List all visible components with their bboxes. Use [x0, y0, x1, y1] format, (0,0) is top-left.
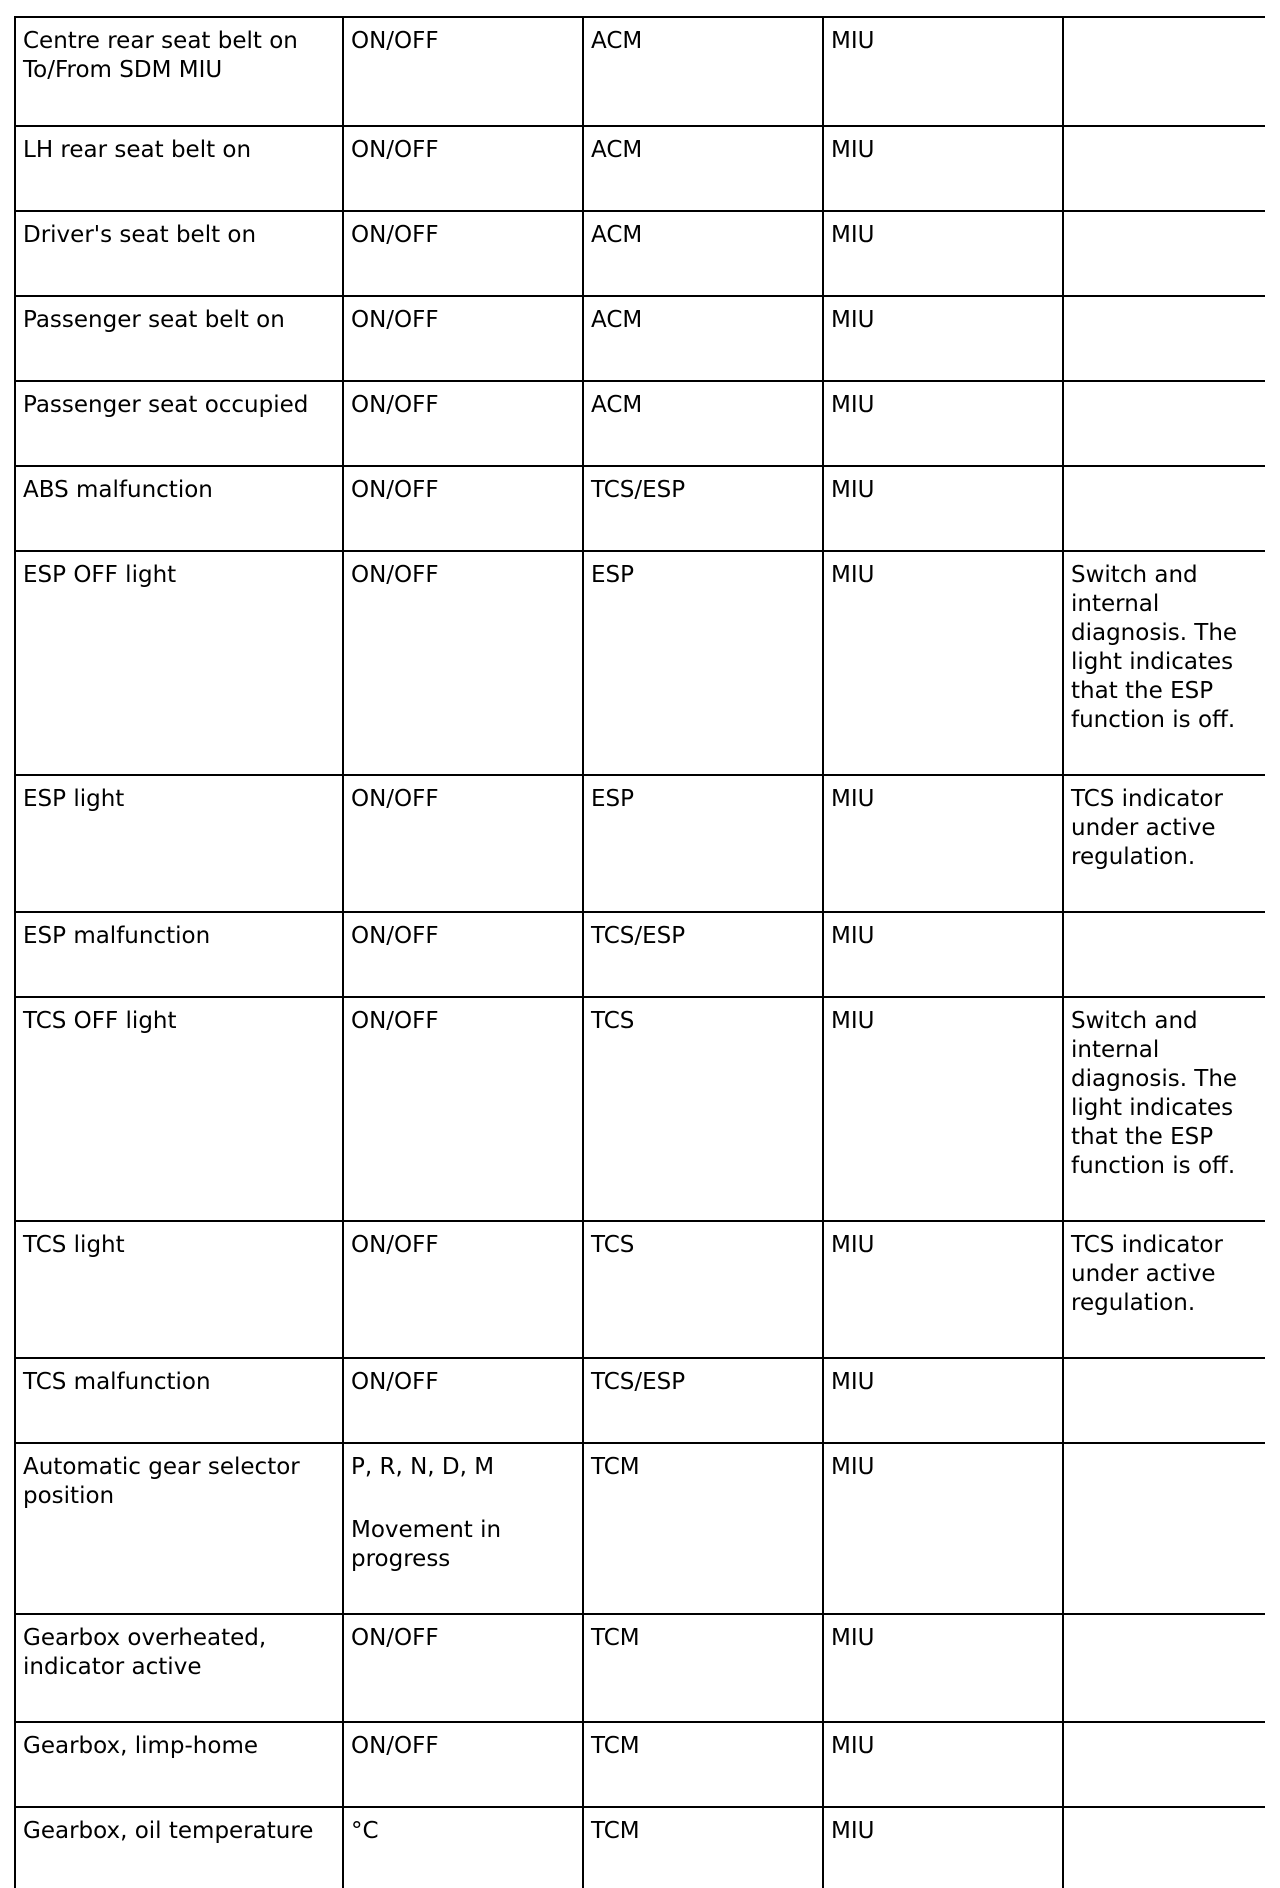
table-row [15, 211, 1265, 296]
value-text: ON/OFF [351, 392, 439, 418]
destination-cell: MIU [823, 126, 1063, 211]
notes-cell [1063, 912, 1265, 997]
table-row [15, 296, 1265, 381]
table-row [15, 466, 1265, 551]
table-row [15, 1358, 1265, 1443]
signal-name-cell: Gearbox, oil temperature [15, 1807, 343, 1888]
notes-cell: Switch and internal diagnosis. The light indicates that the ESP function is off. [1063, 551, 1265, 775]
source-cell: TCS/ESP [583, 466, 823, 551]
destination-cell: MIU [823, 997, 1063, 1221]
value-cell [343, 775, 583, 912]
value-cell [343, 912, 583, 997]
table-row [15, 1807, 1265, 1888]
destination-cell: MIU [823, 1807, 1063, 1888]
notes-cell [1063, 211, 1265, 296]
value-cell [343, 211, 583, 296]
source-cell: TCM [583, 1443, 823, 1614]
value-text: Movement in progress [351, 1517, 502, 1572]
source-cell: ACM [583, 126, 823, 211]
source-cell: TCM [583, 1614, 823, 1722]
value-text: ON/OFF [351, 477, 439, 503]
source-cell: ACM [583, 17, 823, 126]
signal-name-cell: Passenger seat occupied [15, 381, 343, 466]
table-row [15, 551, 1265, 775]
notes-cell [1063, 1358, 1265, 1443]
value-cell [343, 126, 583, 211]
signal-name-cell: TCS malfunction [15, 1358, 343, 1443]
value-text: ON/OFF [351, 1232, 439, 1258]
value-cell [343, 381, 583, 466]
value-text: ON/OFF [351, 137, 439, 163]
source-cell: ACM [583, 296, 823, 381]
table-row [15, 1722, 1265, 1807]
signal-name-cell: ABS malfunction [15, 466, 343, 551]
value-text: ON/OFF [351, 307, 439, 333]
notes-cell: TCS indicator under active regulation. [1063, 775, 1265, 912]
table-row [15, 1221, 1265, 1358]
destination-cell: MIU [823, 296, 1063, 381]
source-cell: TCS [583, 1221, 823, 1358]
destination-cell: MIU [823, 775, 1063, 912]
value-text: ON/OFF [351, 1369, 439, 1395]
value-cell [343, 1614, 583, 1722]
value-text: ON/OFF [351, 1733, 439, 1759]
notes-cell [1063, 1443, 1265, 1614]
signal-name-cell: ESP light [15, 775, 343, 912]
signal-name-cell: Driver's seat belt on [15, 211, 343, 296]
table-row [15, 381, 1265, 466]
value-text: ON/OFF [351, 562, 439, 588]
value-cell [343, 1358, 583, 1443]
destination-cell: MIU [823, 1614, 1063, 1722]
value-text: P, R, N, D, M [351, 1454, 495, 1480]
signal-name-cell: Gearbox overheated, indicator active [15, 1614, 343, 1722]
source-cell: ACM [583, 211, 823, 296]
signal-name-cell: ESP malfunction [15, 912, 343, 997]
notes-cell: Switch and internal diagnosis. The light indicates that the ESP function is off. [1063, 997, 1265, 1221]
signal-name-cell: Gearbox, limp-home [15, 1722, 343, 1807]
value-text: °C [351, 1818, 379, 1844]
source-cell: TCM [583, 1807, 823, 1888]
destination-cell: MIU [823, 17, 1063, 126]
value-cell [343, 1221, 583, 1358]
value-text: ON/OFF [351, 1008, 439, 1034]
source-cell: ACM [583, 381, 823, 466]
source-cell: TCS/ESP [583, 1358, 823, 1443]
value-cell [343, 466, 583, 551]
value-cell [343, 1443, 583, 1614]
signal-table [14, 16, 1265, 1888]
notes-cell: TCS indicator under active regulation. [1063, 1221, 1265, 1358]
value-cell [343, 551, 583, 775]
value-cell [343, 17, 583, 126]
table-row [15, 775, 1265, 912]
signal-table-container [14, 16, 1265, 1888]
table-row [15, 126, 1265, 211]
destination-cell: MIU [823, 381, 1063, 466]
notes-cell [1063, 296, 1265, 381]
source-cell: TCS/ESP [583, 912, 823, 997]
signal-name-cell: ESP OFF light [15, 551, 343, 775]
destination-cell: MIU [823, 466, 1063, 551]
destination-cell: MIU [823, 1358, 1063, 1443]
source-cell: TCM [583, 1722, 823, 1807]
notes-cell [1063, 381, 1265, 466]
destination-cell: MIU [823, 551, 1063, 775]
table-row [15, 997, 1265, 1221]
destination-cell: MIU [823, 1221, 1063, 1358]
source-cell: ESP [583, 775, 823, 912]
value-cell [343, 997, 583, 1221]
table-row [15, 1614, 1265, 1722]
notes-cell [1063, 126, 1265, 211]
notes-cell [1063, 1722, 1265, 1807]
value-text: ON/OFF [351, 222, 439, 248]
value-text: ON/OFF [351, 1625, 439, 1651]
source-cell: TCS [583, 997, 823, 1221]
signal-name-cell: Centre rear seat belt on To/From SDM MIU [15, 17, 343, 126]
signal-name-cell: TCS light [15, 1221, 343, 1358]
notes-cell [1063, 1614, 1265, 1722]
notes-cell [1063, 17, 1265, 126]
table-row [15, 912, 1265, 997]
value-cell [343, 1722, 583, 1807]
value-cell [343, 296, 583, 381]
value-text: ON/OFF [351, 28, 439, 54]
notes-cell [1063, 1807, 1265, 1888]
destination-cell: MIU [823, 912, 1063, 997]
notes-cell [1063, 466, 1265, 551]
table-row [15, 1443, 1265, 1614]
table-row [15, 17, 1265, 126]
value-text: ON/OFF [351, 786, 439, 812]
destination-cell: MIU [823, 211, 1063, 296]
source-cell: ESP [583, 551, 823, 775]
signal-name-cell: LH rear seat belt on [15, 126, 343, 211]
signal-table-body [15, 17, 1265, 1888]
signal-name-cell: Automatic gear selector position [15, 1443, 343, 1614]
value-text: ON/OFF [351, 923, 439, 949]
destination-cell: MIU [823, 1443, 1063, 1614]
value-cell [343, 1807, 583, 1888]
signal-name-cell: TCS OFF light [15, 997, 343, 1221]
signal-name-cell: Passenger seat belt on [15, 296, 343, 381]
destination-cell: MIU [823, 1722, 1063, 1807]
